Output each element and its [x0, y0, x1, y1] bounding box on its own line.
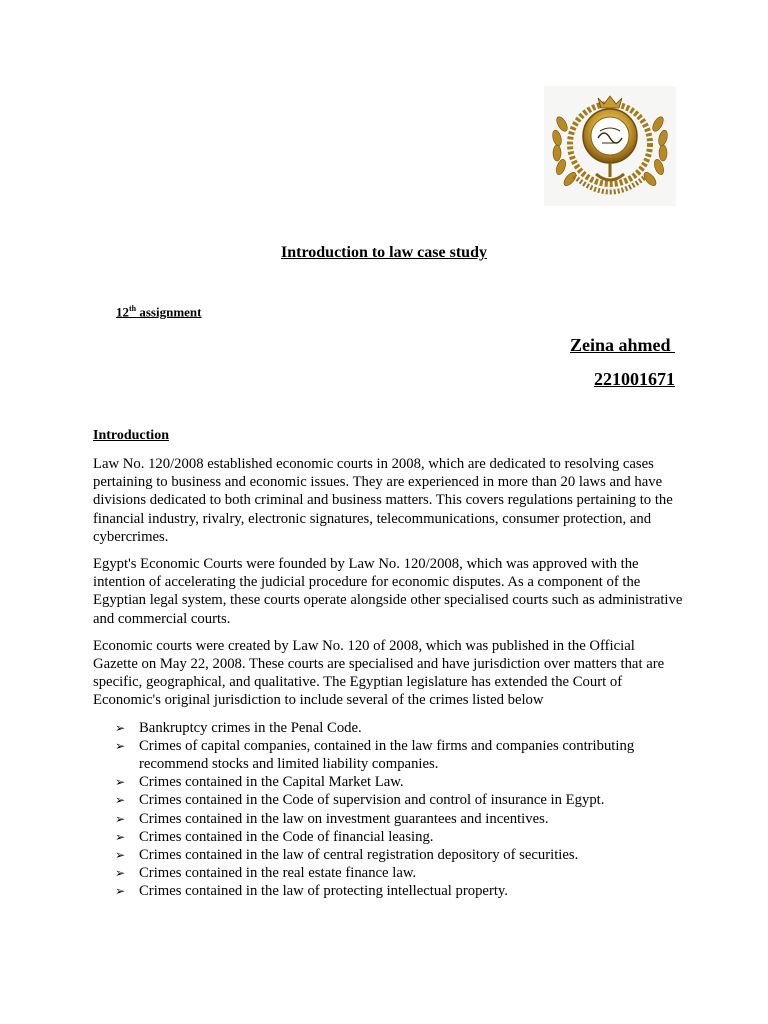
list-item [93, 791, 683, 809]
list-item [93, 737, 683, 773]
arrow-bullet-icon: ➢ [115, 738, 126, 753]
academy-emblem-icon [544, 86, 676, 206]
list-item-text: Crimes contained in the law of central registration depository of securities. [139, 847, 579, 864]
arrow-bullet-icon: ➢ [115, 811, 126, 826]
section-heading: Introduction [93, 428, 169, 443]
assignment-text: assignment [136, 304, 202, 320]
list-item [93, 846, 683, 864]
list-item-text: Crimes contained in the law of protecting intellectual property. [139, 883, 508, 900]
assignment-label [116, 304, 202, 320]
paragraph: Economic courts were created by Law No. 120 of 2008, which was published in the Official Gazette on May 22, 2008. These courts are specialised and have jurisdiction over matters that are specific, geographical, and qualitative. The Egyptian legislature has extended the Court of Economic's original jurisdiction to include several of the crimes listed below [93, 637, 665, 709]
list-item [93, 882, 683, 900]
list-item [93, 810, 683, 828]
list-item-text: Crimes of capital companies, contained in the law firms and companies contributing recommend stocks and limited liability companies. [139, 737, 635, 773]
paragraph: Law No. 120/2008 established economic courts in 2008, which are dedicated to resolving cases pertaining to business and economic issues. They are experienced in more than 20 laws and have divisions dedicated to both criminal and business matters. This covers regulations pertaining to the financial industry, rivalry, electronic signatures, telecommunications, consumer protection, and cybercrimes. [93, 456, 673, 545]
assignment-number: 12 [116, 304, 129, 320]
crime-list [93, 719, 683, 901]
list-item [93, 828, 683, 846]
list-item-text: Crimes contained in the real estate finance law. [139, 865, 417, 882]
list-item-text: Bankruptcy crimes in the Penal Code. [139, 719, 362, 736]
assignment-ordinal-suffix: th [129, 304, 137, 313]
list-item [93, 864, 683, 882]
list-item-text: Crimes contained in the law on investment guarantees and incentives. [139, 810, 549, 827]
arrow-bullet-icon: ➢ [115, 720, 126, 735]
arrow-bullet-icon: ➢ [115, 793, 126, 808]
arrow-bullet-icon: ➢ [115, 775, 126, 790]
academy-logo [544, 86, 676, 206]
arrow-bullet-icon: ➢ [115, 884, 126, 899]
arrow-bullet-icon: ➢ [115, 829, 126, 844]
list-item-text: Crimes contained in the Code of supervision and control of insurance in Egypt. [139, 792, 605, 809]
author-name: Zeina ahmed [569, 335, 675, 355]
list-item-text: Crimes contained in the Code of financial leasing. [139, 828, 434, 845]
arrow-bullet-icon: ➢ [115, 848, 126, 863]
list-item-text: Crimes contained in the Capital Market Law. [139, 774, 404, 791]
student-id: 221001671 [594, 369, 675, 389]
paragraph: Egypt's Economic Courts were founded by Law No. 120/2008, which was approved with the intention of accelerating the judicial procedure for economic disputes. As a component of the Egyptian legal system, these courts operate alongside other specialised courts such as administrative and commercial courts. [93, 556, 683, 627]
list-item [93, 719, 683, 737]
body-text [93, 455, 683, 901]
arrow-bullet-icon: ➢ [115, 866, 126, 881]
document-title: Introduction to law case study [281, 244, 487, 261]
list-item [93, 773, 683, 791]
